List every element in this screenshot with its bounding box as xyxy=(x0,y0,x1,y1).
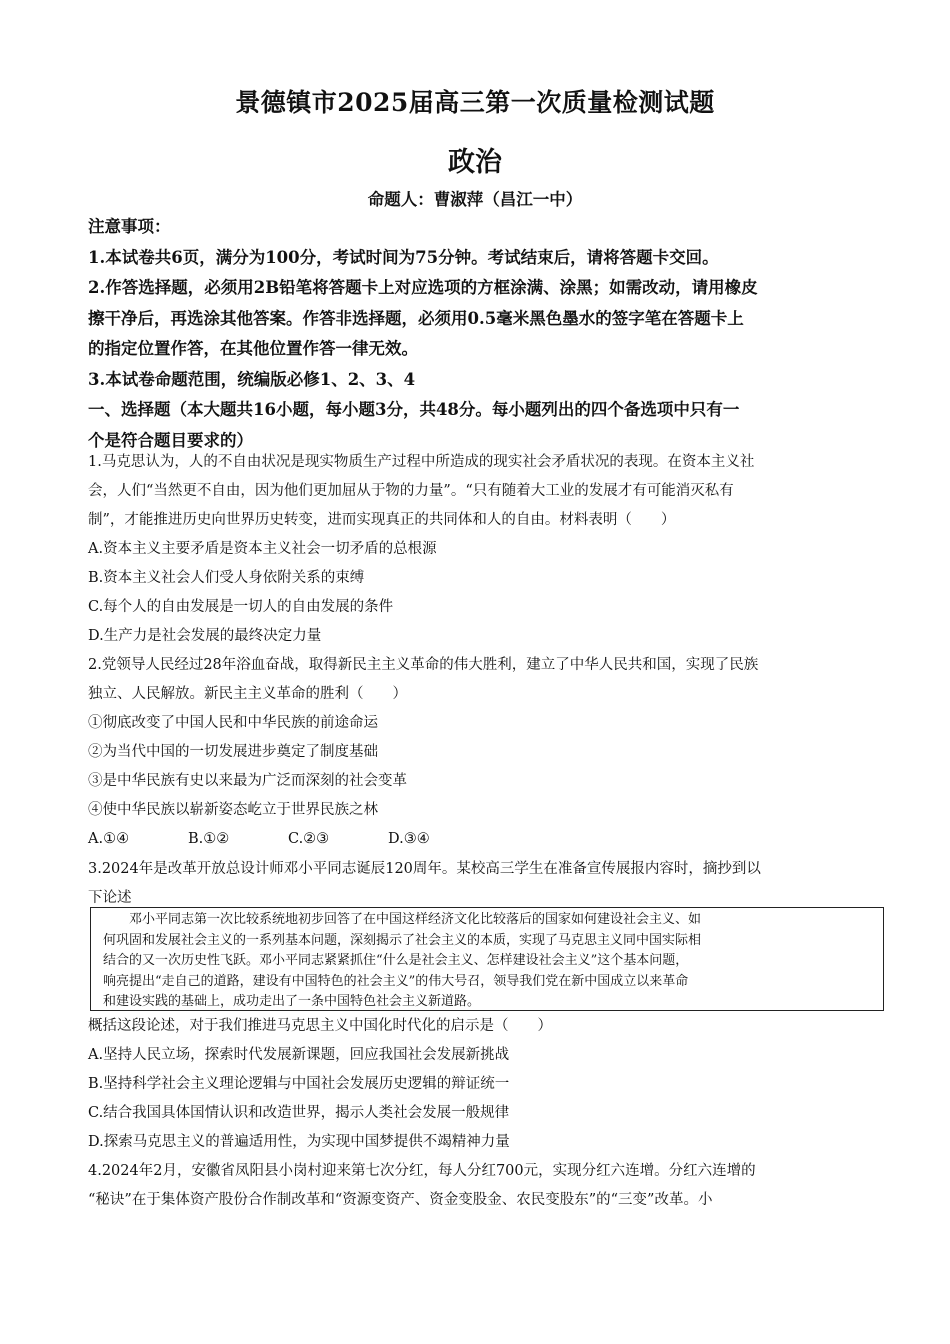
question-stem: 1.马克思认为，人的不自由状况是现实物质生产过程中所造成的现实社会矛盾状况的表现。在资本主义社 xyxy=(88,454,755,470)
question-stem: 独立、人民解放。新民主主义革命的胜利（ ） xyxy=(88,686,407,702)
notice-line: 2.作答选择题，必须用2B铅笔将答题卡上对应选项的方框涂满、涂黑；如需改动，请用橡皮 xyxy=(88,278,758,297)
statement-item: ②为当代中国的一切发展进步奠定了制度基础 xyxy=(88,744,378,760)
option-d: D.生产力是社会发展的最终决定力量 xyxy=(88,628,322,644)
quote-line: 和建设实践的基础上，成功走出了一条中国特色社会主义新道路。 xyxy=(103,994,481,1009)
question-3-body xyxy=(88,1012,878,1157)
section-heading: 个是符合题目要求的） xyxy=(88,430,253,450)
question-stem: 下论述 xyxy=(88,890,132,906)
option-c: C.结合我国具体国情认识和改造世界，揭示人类社会发展一般规律 xyxy=(88,1105,510,1121)
author-line: 命题人：曹淑萍（昌江一中） xyxy=(367,190,583,209)
quote-line: 何巩固和发展社会主义的一系列基本问题，深刻揭示了社会主义的本质，实现了马克思主义同中国实际相 xyxy=(103,932,702,948)
question-stem: 4.2024年2月，安徽省凤阳县小岗村迎来第七次分红，每人分红700元，实现分红六连增。分红六连增的 xyxy=(88,1163,756,1179)
quote-box xyxy=(90,907,884,1011)
question-2 xyxy=(88,651,878,854)
notice-line: 擦干净后，再选涂其他答案。作答非选择题，必须用0.5毫米黑色墨水的签字笔在答题卡上 xyxy=(88,308,744,328)
question-stem: “秘诀”在于集体资产股份合作制改革和“资源变资产、资金变股金、农民变股东”的“三变”改革。小 xyxy=(88,1192,713,1208)
notice-line: 1.本试卷共6页，满分为100分，考试时间为75分钟。考试结束后，请将答题卡交回。 xyxy=(88,247,719,267)
option-a: A.坚持人民立场，探索时代发展新课题，回应我国社会发展新挑战 xyxy=(88,1047,510,1063)
notice-heading: 注意事项： xyxy=(88,217,171,236)
question-4 xyxy=(88,1157,878,1215)
choice-d: D.③④ xyxy=(388,831,430,847)
notice-line: 的指定位置作答，在其他位置作答一律无效。 xyxy=(88,339,418,358)
choice-row xyxy=(88,825,878,854)
question-stem: 制”，才能推进历史向世界历史转变，进而实现真正的共同体和人的自由。材料表明（ ） xyxy=(88,512,676,528)
choice-b: B.①② xyxy=(188,831,230,847)
option-a: A.资本主义主要矛盾是资本主义社会一切矛盾的总根源 xyxy=(88,541,437,557)
question-stem: 2.党领导人民经过28年浴血奋战，取得新民主主义革命的伟大胜利，建立了中华人民共和国，实现了民族 xyxy=(88,657,759,673)
choice-c: C.②③ xyxy=(288,831,330,847)
choice-a: A.①④ xyxy=(88,831,130,847)
notice-section xyxy=(88,212,868,456)
option-b: B.资本主义社会人们受人身依附关系的束缚 xyxy=(88,570,365,586)
question-stem: 会，人们“当然更不自由，因为他们更加屈从于物的力量”。“只有随着大工业的发展才有可能消灭私有 xyxy=(88,483,734,499)
quote-line: 结合的又一次历史性飞跃。邓小平同志紧紧抓住“什么是社会主义、怎样建设社会主义”这个基本问题， xyxy=(103,953,689,968)
exam-title: 景德镇市2025届高三第一次质量检测试题 xyxy=(235,88,715,117)
option-c: C.每个人的自由发展是一切人的自由发展的条件 xyxy=(88,599,394,615)
statement-item: ④使中华民族以崭新姿态屹立于世界民族之林 xyxy=(88,802,378,818)
option-b: B.坚持科学社会主义理论逻辑与中国社会发展历史逻辑的辩证统一 xyxy=(88,1076,510,1092)
notice-line: 3.本试卷命题范围，统编版必修1、2、3、4 xyxy=(88,369,416,389)
question-1 xyxy=(88,448,878,651)
subject-title: 政治 xyxy=(448,147,502,178)
option-d: D.探索马克思主义的普遍适用性，为实现中国梦提供不竭精神力量 xyxy=(88,1134,510,1150)
statement-item: ①彻底改变了中国人民和中华民族的前途命运 xyxy=(88,715,378,731)
question-stem: 3.2024年是改革开放总设计师邓小平同志诞辰120周年。某校高三学生在准备宣传展报内容时，摘抄到以 xyxy=(88,861,761,877)
statement-item: ③是中华民族有史以来最为广泛而深刻的社会变革 xyxy=(88,773,407,789)
question-prompt: 概括这段论述，对于我们推进马克思主义中国化时代化的启示是（ ） xyxy=(88,1018,552,1034)
section-heading: 一、选择题（本大题共16小题，每小题3分，共48分。每小题列出的四个备选项中只有一 xyxy=(88,400,740,419)
quote-line: 邓小平同志第一次比较系统地初步回答了在中国这样经济文化比较落后的国家如何建设社会主义、如 xyxy=(103,912,702,927)
quote-line: 响亮提出“走自己的道路，建设有中国特色的社会主义”的伟大号召，领导我们党在新中国成立以来革命 xyxy=(103,973,689,989)
question-3-stem xyxy=(88,855,878,913)
